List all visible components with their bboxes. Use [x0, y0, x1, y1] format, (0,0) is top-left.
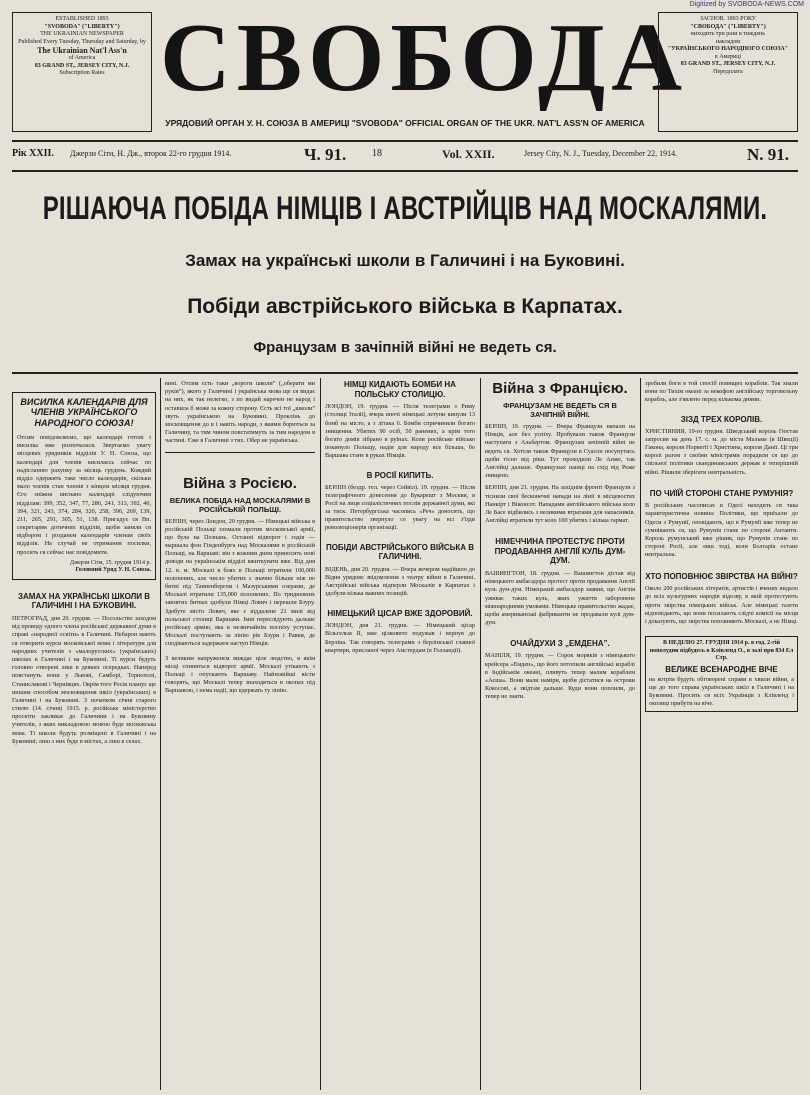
article-text: вині. Отсим єсть таки „вороги школи” („оберати ми руків”), якого у Галичині і українська мова ще ся видає на них, як так нелегко, з по видай наречен не народ і оставила б може за кожну сторону. Єсть всі тої „школи” звуть українською на Буковині. Проклінь до московщення до в і навіть народи, з якими борються за Галичину, та тим чином повстатимуть за тим народом в частині. Єже в Галичині з тих. Обер не українська.: [165, 380, 315, 445]
column-rule: [320, 378, 321, 1090]
article-text: В російських часописах в Одесі находить ся така характеристична новина: Політики, що приїхали до Одеси з Румунії, оповідають, що в Румунії вже тепер не сумнівають ся, що Румунія стане по стороні Антанти. Король румунський вже рішив, що Румунія стане по стороні Росії, але лиш тоді, коли Болгарія остане невтральна.: [645, 502, 798, 559]
calendar-notice-text: Отсим повідомляємо, що календарі готові і висилка вже розпочалася. Звертаємо увагу місцевих урядників відділів У. Н. Союза, що календарі для членів висилаєсь сейчас по надісланню рахунку за місяць грудень. Кождий відділ одержить таке число календарів, скільки мало членів стан членів з кінцем місяця грудня. Єго зніжня виснано календарі слідуючим відділам: 399, 352, 347, 77, 286, 241, 313, 392, 40, 394, 321, 243, 374, 284, 320, 258, 396, 269, 139, 211, 265, 291, 305, 51, 138. Пригадує ся Вп. секретарям дотичних відділів, щоби заняли ся відбором і розданєм календарів членам своїх відділів. На случай не отримання посилки, просить ся сейчас нас повідомити.: [17, 434, 151, 556]
article-text: БЕРЛІН (бездр. тел. через Сейвіл). 19. грудня. — Після телеграфічного донесення до Букарешт з Москви, в Росії на лиця соціалістичних послів державної думи, які за тиск. Петербургська часопись «Реч» доносить, що правительство звернуло се увагу на всі з'їзди революціонерів організації.: [325, 483, 475, 532]
column-3: [325, 380, 475, 1092]
article-title: ОЧАЙДУХИ З „ЕМДЕНА”.: [510, 639, 610, 649]
article-title: НІМЦІ КИДАЮТЬ БОМБИ НА ПОЛЬСЬКУ СТОЛИЦЮ.: [344, 380, 456, 399]
article-text: З великим напруженєм виждає ціле людство, в якім місці спиниться відворот армії. Москалі утікають з Польщі і опускають Варшаву. Найновійші вісти говорять, що Москалі тепер знаходяться в окопах під Варшавою, і нема надії, що вдержать ту лінію.: [165, 654, 315, 695]
article-text: зробили боги в той спосіб повищих кораблів. Так хвали вони по Тихім океані за некофою англійську торговельну корабль, але з'явлено перед кількома днями.: [645, 380, 798, 404]
main-headline: РІШАЮЧА ПОБІДА НІМЦІВ І АВСТРІЙЦІВ НАД МОСКАЛЯМИ.: [42, 190, 768, 228]
article-title: ЗІЗД ТРЕХ КОРОЛІВ.: [680, 414, 763, 424]
right-box-line: "УКРАЇНСЬКОГО НАРОДНОГО СОЮЗА": [667, 46, 789, 52]
meeting-notice-title: ВЕЛИКЕ ВСЕНАРОДНЕ ВІЧЕ: [665, 664, 778, 674]
masthead-tagline: УРЯДОВИЙ ОРГАН У. Н. СОЮЗА В АМЕРИЦІ "SVOBODA" OFFICIAL ORGAN OF THE UKR. NAT'L ASS'N OF AMERICA: [165, 118, 645, 128]
calendar-notice-sign: Головний Уряд У. Н. Союза.: [75, 567, 151, 574]
meeting-notice-box: [645, 636, 798, 712]
article-text: ВІДЕНЬ, дня 20. грудня. — Вчера вечером надійшло до Відня урядове звідомлення з театру війни в Галичині. Австрійські війська відперли Москалів в Карпатах і здобули кілька важних позицій.: [325, 565, 475, 598]
article-title: НІМЕЧЧИНА ПРОТЕСТУЄ ПРОТИ ПРОДАВАННЯ АНГЛІЇ КУЛЬ ДУМ-ДУМ.: [494, 537, 626, 566]
left-box-line: The Ukrainian Nat'l Ass'n: [37, 46, 127, 55]
article-text: БЕРЛІН, дня 21. грудня. На західнім фронті Французи з тіснили свої бесконечні напади на лінії в місцевостях Нанкірт і Віконсот. Нападами англійського війська коло Ле Басе відбились з великими втратами для напасників. Англійці втратили тут коло 100 убитих і кілька гармат.: [485, 484, 635, 525]
column-rule: [640, 378, 641, 1090]
right-box-line: в Америці: [714, 53, 742, 60]
divider: [12, 372, 798, 374]
divider: [12, 140, 798, 142]
column-4: [485, 380, 635, 1092]
dateline-city: Джерзи Сіти, Н. Дж., второк 22-го грудня 1914.: [70, 149, 232, 158]
article-text: БЕРЛІН, через Лондон, 20 грудня. — Німецькі війська в російській Польщі зломали против московської армії, що була на Познань. Останні відворот і зодів — маршала фон Гінденбурга над Москалями в російській Польщі, на Варшаві: він з кожним днем приносить нові доводи на українськім відділі вжиткувати вже. Від дня 12. в. м. Москалі в боях в Польщі втратили 100,000 полонених, але число убитих є значно більше ніж по битві під Танненбергом і Мазурськими озерами, де Москалі втратили 135,000 полонених. По тридневних завзятих битвах здобули Німці Лович і перешли Бзуру. Здобуте місто Лович, яке є віддалене 21 милі від польської столиці Варшави. Імиі переслідують дальше російську армію, яка в незвичайнім поспіху уступає. Москалі поступають за лінію рік Бзури і Равки, де сподіваються задержати наступ Німців.: [165, 517, 315, 648]
left-box-line: ESTABLISHED 1893: [55, 16, 109, 22]
calendar-notice-box: [12, 392, 156, 580]
article-text: ЛОНДОН, дня 21. грудня. — Німецький цісар Вільгельм II, вже цілковито подужав і вернув до Берліна. Так говорять телеграми з берлінської главної квартири, присланої через Амстердам (в Голландії).: [325, 622, 475, 654]
article-title: Війна з Росією.: [183, 474, 297, 492]
watermark: Digitized by SVOBODA-NEWS.COM: [689, 1, 804, 8]
divider: [165, 452, 315, 453]
right-box-line: Передплата: [713, 68, 743, 75]
right-box-line: виходить три рази в тиждень: [691, 31, 765, 37]
column-rule: [160, 378, 161, 1090]
left-box-line: of America: [68, 55, 96, 61]
right-box-line: накладом: [715, 38, 741, 45]
column-1: [12, 380, 156, 1092]
left-box-line: Published Every Tuesday, Thursday and Saturday, by: [18, 38, 146, 45]
left-box-line: 83 GRAND ST., JERSEY CITY, N.J.: [34, 62, 130, 69]
column-5: [645, 380, 798, 1092]
left-box-line: Subscription Rates: [59, 70, 105, 76]
article-title: ЗАМАХ НА УКРАЇНСЬКІ ШКОЛИ В ГАЛИЧИНІ І НА БУКОВИНІ.: [18, 591, 150, 611]
dateline-vol: Vol. XXII.: [442, 147, 495, 161]
dateline-year: Рік XXII.: [12, 148, 54, 159]
article-text: БЕРЛІН, 19. грудня. — Вчера Французи напали на Німців, але без успіху. Пробували також Французи наступати з Альбертом. Французам зачіпній війні не ведеть ся. Хотіли також Французи в Суасон посунутись щоби тісно від ріки. Тут проходили Ле Анже, так Англійці дальше. Французькі шанці на схід від Реже знищено.: [485, 423, 635, 480]
article-title: Війна з Францією.: [492, 380, 628, 397]
article-text: МАНІЛЯ, 19. грудня. — Сорок моряків з німецького крейсера «Емден», що його потопили англійські кораблі в Індійськім океані, пливуть тепер малим кораблем «Аєша». Вони мали наміри, щоби дістатися на острови Кокосові, а звідтам дальше. Куди вони поплили, до тепер не знати.: [485, 652, 635, 701]
article-text: Около 200 російських літератів, артистів і вчених видало до всіх культурних народів відозву, в якій протестують проти звірства німецьких військ. Але німецькі газети відповідають, що вони посилають слідчі комісії на місця і доказують, що звірства поповняють Москалі, а не Німці.: [645, 585, 798, 625]
masthead-left-box: [12, 12, 152, 132]
meeting-notice-text: на котрім будуть обговорені справи в хвили війни, а ще до того справа українських шкіл в Галичині і на Буковині. Просить ся всіх Українців з Клівленд і околиці прибути на віче.: [649, 675, 794, 708]
article-title: ПОБІДИ АВСТРІЙСЬКОГО ВІЙСЬКА В ГАЛИЧИНІ.: [325, 542, 475, 562]
right-box-line: ЗАСНОВ. 1893 РОКУ: [699, 16, 757, 22]
meeting-notice: В НЕДІЛЮ 27. ГРУДНЯ 1914 р. в год. 2-гій пополудни відбудесь в Клівленд О., в залі при 834 Ел Стр.: [649, 640, 794, 662]
right-box-line: 83 GRAND ST., JERSEY CITY, N.J.: [680, 61, 776, 67]
sub-headline-3: Французам в зачіпній війні не ведеть ся.: [253, 339, 557, 356]
article-text: ХРИСТІЯНИЯ, 19-го грудня. Шведський король Гюстав запросив на день 17. с. м. до міста Мальме (в Швеції) Гакона, короля Норвегії і Христіяна, короля Данії. Ці три королі разом з своїми міністрами порадили ся що до спільної політики скандинавських держав в теперішній війні. Рішили зберігати невтральність.: [645, 427, 798, 476]
dateline-number-en: N. 91.: [747, 145, 790, 164]
left-box-line: THE UKRAINIAN NEWSPAPER: [40, 31, 124, 37]
column-2: [165, 380, 315, 1092]
column-rule: [480, 378, 481, 1090]
divider: [12, 170, 798, 172]
masthead-right-box: [658, 12, 798, 132]
dateline-city-en: Jersey City, N. J., Tuesday, December 22, 1914.: [524, 149, 678, 158]
dateline-number: Ч. 91.: [304, 145, 347, 164]
sub-headline-2: Побіди австрійського війська в Карпатах.: [187, 295, 623, 318]
article-subtitle: ВЕЛИКА ПОБІДА НАД МОСКАЛЯМИ В РОСІЙСЬКІЙ ПОЛЬЩІ.: [169, 495, 311, 514]
calendar-notice-date: Джерзи Сіти, 15. грудня 1914 р.: [69, 559, 151, 566]
right-box-line: "СВОБОДА" ("LIBERTY"): [690, 23, 766, 30]
article-subtitle: ФРАНЦУЗАМ НЕ ВЕДЕТЬ СЯ В ЗАЧІПНІЙ ВІЙНІ.: [503, 401, 617, 419]
article-text: ВАШИНГТОН, 18. грудня. — Вашингтон дістав від німецького амбасадора протест проти продавання Англії куль дум-дум. Німецький амбасадор заявив, що Англія уживає таких куль, яких ужиття заборонене міжнародними умовами. Німецьке правительство жадає, щоби американські фабриканти не продавали кулі дум-дум.: [485, 570, 635, 627]
dateline: [12, 145, 798, 167]
article-title: ХТО ПОПОВНЮЄ ЗВІРСТВА НА ВІЙНІ?: [645, 571, 798, 581]
article-title: В РОСІЇ КИПИТЬ.: [366, 470, 434, 480]
article-text: ПЕТРОГРАД, дня 20. грудня. — Посольство заходом від проводу одного члена російської державної думи в справі «народної освіти» в Галичині. Небарон мають ся отворити курси московської мови і літератури для народних учителів з «малорусских» (українських) школах в Галичині і на Буковині. Ті курси будуть головно отворені лиш в деяких осередках. Наперед повстануть вони у Львові, Самборі, Тернополі, Станиславові і Чернівцях. Окрім того Росія планує ще иншим способом московщення шкіл (українських) в Галичині і на Буковині. З початком січня старого стилю (14. січня) 1915. р. російське міністерство просвіти закликає до Галичини і на Буковину учителів, з яких викладовою мовою буде московська мова. Ті школи будуть розміщені в Галичині і на Буковині; лиш з них буде в містах, а лиш в селах.: [12, 615, 156, 745]
masthead-title: СВОБОДА: [160, 4, 689, 112]
dateline-mid: 18: [372, 148, 382, 159]
left-box-line: "SVOBODA" ("LIBERTY"): [44, 23, 120, 30]
calendar-notice-title: ВИСИЛКА КАЛЕНДАРІВ ДЛЯ ЧЛЕНІВ УКРАЇНСЬКОГО НАРОДНОГО СОЮЗА!: [20, 397, 148, 428]
sub-headline-1: Замах на українські школи в Галичині і на Буковині.: [185, 251, 625, 270]
article-title: НІМЕЦЬКИЙ ЦІСАР ВЖЕ ЗДОРОВИЙ.: [327, 608, 473, 618]
article-title: ПО ЧИЇЙ СТОРОНІ СТАНЕ РУМУНІЯ?: [649, 488, 794, 498]
article-text: ЛОНДОН, 19. грудня. — Після телеграми з Риму (столиці Італії), вчера вночі німецькі летуни кинули 13 бомб на місто, а з літака 6. Бомби спричинили богато знищення. Убитих 90 осіб, 50 ранених, а крім того богато домів зібрано в руїнах. Коли російське військо покинуло Польщу, надія для народу все більша, бо Варшава стане в руках Німців.: [325, 403, 475, 460]
